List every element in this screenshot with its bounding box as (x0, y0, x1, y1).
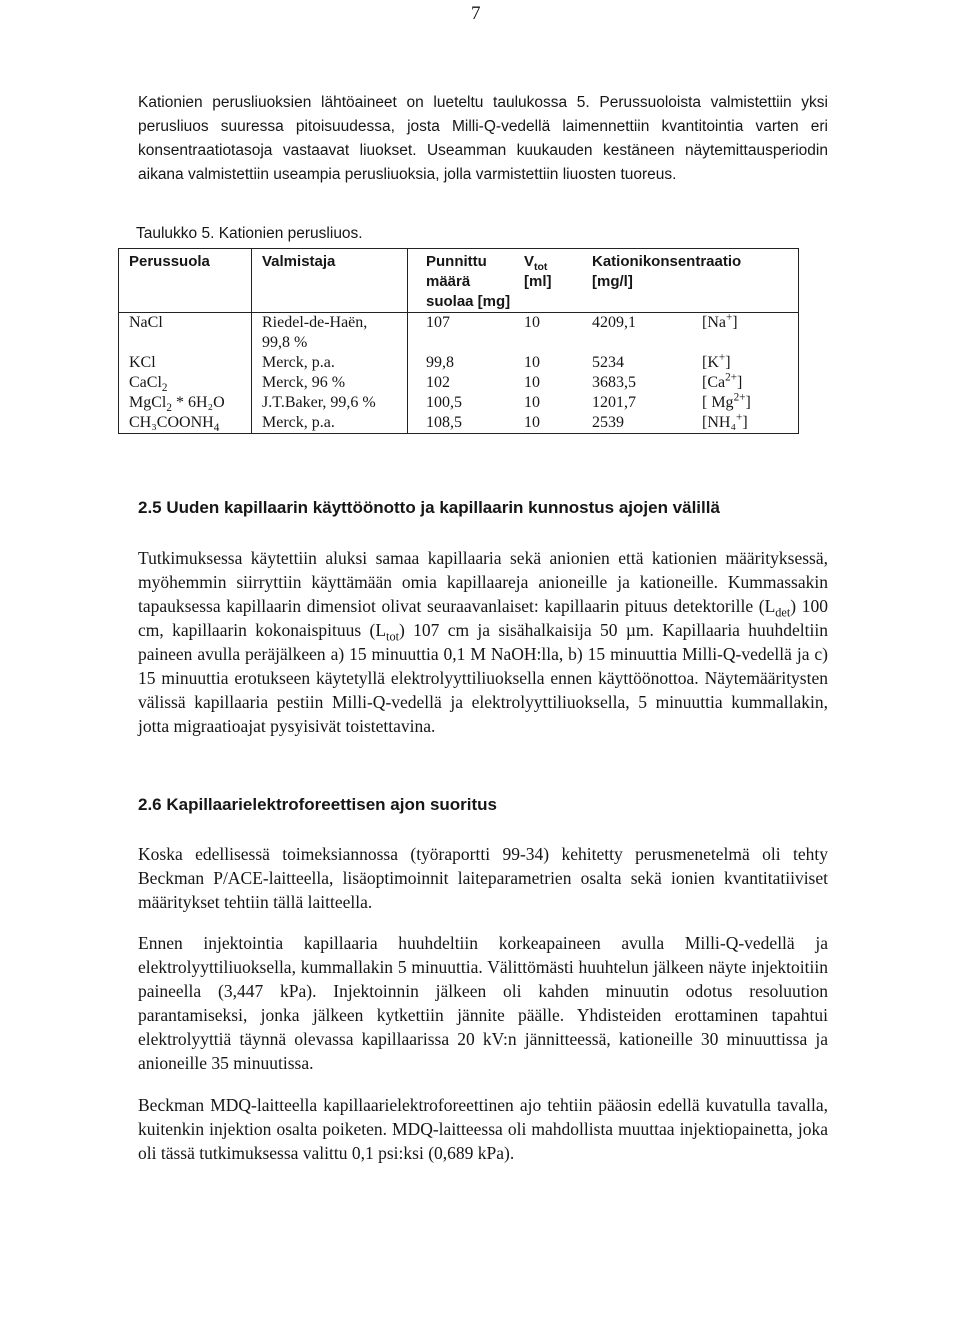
cell-mass: 100,5 (426, 394, 462, 411)
table-row (119, 413, 799, 434)
table-row (119, 313, 799, 354)
cell-mass: 108,5 (426, 414, 462, 431)
cell-salt: KCl (119, 353, 252, 373)
header-mass: Punnittu määrä suolaa [mg] (426, 253, 511, 310)
header-concentration: Kationikonsentraatio [mg/l] (592, 253, 742, 290)
cell-concentration: 4209,1 [Na+] (592, 311, 738, 331)
cell-mass: 99,8 (426, 354, 454, 371)
table-caption: Taulukko 5. Kationien perusliuos. (136, 225, 363, 242)
cell-maker: Merck, p.a. (252, 413, 408, 434)
cell-volume: 10 (524, 374, 540, 391)
cation-stock-table (118, 248, 799, 434)
cell-maker: J.T.Baker, 99,6 % (252, 393, 408, 413)
header-volume: $V_{tot}$ [ml] (524, 253, 552, 290)
section-heading-2-5: 2.5 Uuden kapillaarin käyttöönotto ja kapillaarin kunnostus ajojen välillä (138, 498, 720, 517)
cell-salt: NaCl (119, 313, 252, 354)
page-number: 7 (471, 3, 481, 24)
cell-mass: 102 (426, 374, 450, 391)
cell-maker: Merck, p.a. (252, 353, 408, 373)
section-2-5-paragraph: Tutkimuksessa käytettiin aluksi samaa kapillaaria sekä anionien että kationien määrityksessä, myöhemmin siirryttiin käyttämään omia kapillaareja anioneille ja kationeille. Kummassakin tapauksessa kapillaarin dimensiot olivat seuraavanlaiset: kapillaarin pituus detektorille $(L_{det})$ 100 cm, kapillaarin kokonaispituus $(L_{tot})$ 107 cm ja sisähalkaisija 50 µm. Kapillaaria huuhdeltiin paineen avulla peräjälkeen a) 15 minuuttia 0,1 M NaOH:lla, b) 15 minuuttia Milli-Q-vedellä ja c) 15 minuuttia erotukseen käytetyllä elektrolyyttiliuoksella ennen käyttöönottoa. Näytemääritysten välissä kapillaaria pestiin Milli-Q-vedellä ja elektrolyyttiliuoksella, 5 minuuttia kummallakin, jotta migraatioajat pysyisivät toistettavina. (138, 548, 829, 736)
cell-mass: 107 (426, 314, 450, 331)
header-maker: Valmistaja (252, 249, 408, 313)
section-2-6-paragraph-1: Koska edellisessä toimeksiannossa (työraportti 99-34) kehitetty perusmenetelmä oli tehty Beckman P/ACE-laitteella, lisäoptimoinnit laiteparametrien osalta sekä ionien kvantitatiiviset määritykset tehtiin tällä laitteella. (138, 844, 828, 912)
cell-concentration: 5234 [K+] (592, 351, 731, 371)
cell-concentration: 2539 [NH₄+] (592, 411, 748, 431)
cell-maker: Riedel-de-Haën, 99,8 % (252, 313, 408, 354)
cell-volume: 10 (524, 414, 540, 431)
section-heading-2-6: 2.6 Kapillaarielektroforeettisen ajon suoritus (138, 795, 498, 814)
cell-volume: 10 (524, 354, 540, 371)
header-salt: Perussuola (119, 249, 252, 313)
cell-salt: $CH_3COONH_4$ (119, 413, 252, 434)
cell-volume: 10 (524, 314, 540, 331)
cell-salt: MgCl$_2$ * 6H₂O (119, 393, 252, 413)
cell-salt: CaCl$_2$ (119, 373, 252, 393)
section-2-6-paragraph-2: Ennen injektointia kapillaaria huuhdeltiin korkeapaineen avulla Milli-Q-vedellä ja elektrolyyttiliuoksella, kummallakin 5 minuuttia. Välittömästi huuhtelun jälkeen näyte injektoitiin paineella (3,447 kPa). Injektoinnin jälkeen oli kahden minuutin odotus resoluution parantamiseksi, jonka jälkeen kytkettiin jännite päälle. Yhdisteiden erottaminen tapahtui elektrolyyttiä täynnä olevassa kapillaarissa 20 kV:n jännitteessä, kationeille 30 minuuttissa ja anioneille 35 minuutissa. (138, 933, 828, 1073)
cell-concentration: 1201,7 [ $Mg^{2+}$] (592, 391, 751, 411)
table-header-row (119, 249, 799, 313)
cell-concentration: 3683,5 $[Ca^{2+}]$ (592, 371, 743, 391)
table-row (119, 353, 799, 373)
cell-volume: 10 (524, 394, 540, 411)
section-2-6-paragraph-3: Beckman MDQ-laitteella kapillaarielektroforeettinen ajo tehtiin pääosin edellä kuvatulla tavalla, kuitenkin injektion osalta poiketen. MDQ-laitteessa oli mahdollista muuttaa injektiopainetta, joka oli tässä tutkimuksessa valittu 0,1 psi:ksi (0,689 kPa). (138, 1095, 828, 1163)
table-row (119, 373, 799, 393)
intro-paragraph: Kationien perusliuoksien lähtöaineet on lueteltu taulukossa 5. Perussuoloista valmistettiin yksi perusliuos suuressa pitoisuudessa, josta Milli-Q-vedellä laimennettiin kvantitointia varten eri konsentraatiotasoja vastaavat liuokset. Useamman kuukauden kestäneen näytemittausperiodin aikana valmistettiin useampia perusliuoksia, jolla varmistettiin liuosten tuoreus. (138, 94, 828, 183)
table-row (119, 393, 799, 413)
cell-maker: Merck, 96 % (252, 373, 408, 393)
